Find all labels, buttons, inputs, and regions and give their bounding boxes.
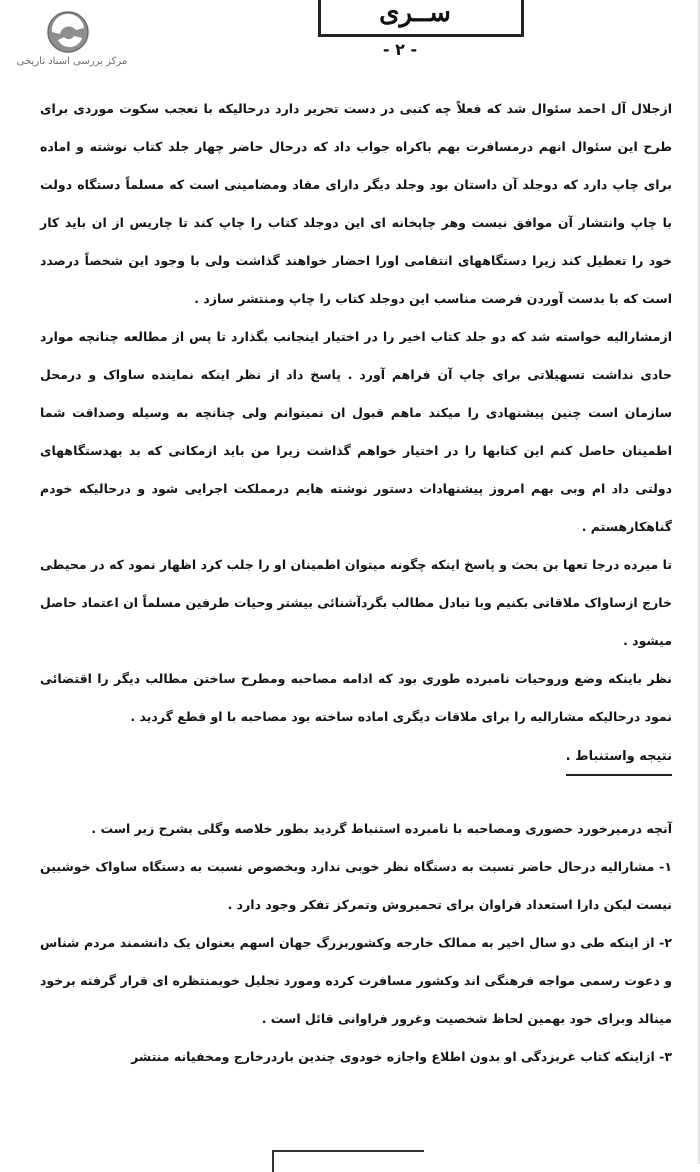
archive-logo-icon (38, 10, 98, 54)
classification-stamp: ســری (379, 0, 451, 28)
bottom-stamp-fragment (272, 1150, 424, 1172)
paragraph-4: نظر باینکه وضع وروحیات نامبرده طوری بود که ادامه مصاحبه ومطرح ساختن مطالب دیگر را اقتضائی نمود درحالیکه مشارالیه را برای ملاقات دیگری اماده ساخته بود مصاحبه با او قطع گردید . (40, 671, 672, 724)
page-number: - ۲ - (382, 40, 418, 59)
paragraph-3: تا میرده درجا تعها بن بحث و پاسخ اینکه چگونه میتوان اطمینان او را جلب کرد اظهار نمود که در محیطی خارج ازساواک ملاقاتی بکنیم وبا تبادل مطالب بگردآشنائی بیشتر وحیات طرفین مسلماً ان اعتماد حاصل میشود . (40, 557, 672, 648)
conclusion-heading-wrap (40, 738, 672, 810)
conclusion-item-1: ۱- مشارالیه درحال حاضر نسبت به دستگاه نظر خوبی ندارد وبخصوص نسبت به دستگاه ساواک خوشبین نیست لیکن دارا استعداد فراوان برای تحمیروش وتمرکز تفکر وجود دارد . (40, 859, 672, 912)
paragraph-1: ازجلال آل احمد سئوال شد که فعلاً چه کتبی در دست تحریر دارد درحالیکه با تعجب سکوت موردی برای طرح این سئوال انهم درمسافرت بهم باکراه جواب داد که درحال حاضر چهار جلد کتاب نوشته و اماده برای چاپ دارد که دوجلد آن داستان بود وجلد دیگر دارای مقاد ومضامینی است که مسلماً دستگاه دولت با چاپ وانتشار آن موافق نیست وهر چاپخانه ای این دوجلد کتاب را چاپ کند تا چاریس از ان باید کار خود را تعطیل کند زیرا دستگاههای انتقامی اورا احضار خواهند گذاشت ولی با وجود این شخصاً درصدد است که با بدست آوردن فرصت مناسب این دوجلد کتاب را چاپ ومنتشر سازد . (40, 101, 672, 306)
conclusion-item-3: ۳- ازاینکه کتاب غربزدگی او بدون اطلاع واجازه خودوی چندین باردرخارج ومخفیانه منتشر (131, 1049, 672, 1064)
document-body (40, 90, 672, 1076)
conclusion-heading: نتیجه واستنباط . (566, 742, 672, 776)
conclusion-intro: آنچه درمیرخورد حضوری ومصاحبه با نامبرده استنباط گردید بطور خلاصه وگلی بشرح زیر است . (91, 821, 672, 836)
archive-caption: مرکز بررسی اسناد تاریخی (16, 56, 128, 67)
archive-logo (38, 10, 98, 54)
paragraph-2: ازمشارالیه خواسته شد که دو جلد کتاب اخیر را در اختیار اینجانب بگذارد تا پس از مطالعه چنانچه موارد حادی نداشت تسهیلاتی برای چاپ آن فراهم آورد . پاسخ داد از نظر اینکه نماینده ساواک و درمحل سازمان است چنین پیشنهادی را میکند ماهم قبول ان نمیتوانم ولی چنانچه به وسیله وصداقت شما اطمینان حاصل کنم این کتابها را در اختیار خواهم گذاشت زیرا من باید ازمکانی که بد بهدستگاههای دولتی داد ام وبی بهم امروز پیشنهادات دستور نوشته هایم درمملکت اجرایی شود و درحالیکه خودم گناهکارهستم . (40, 329, 672, 534)
conclusion-item-2: ۲- از اینکه طی دو سال اخیر به ممالک خارجه وکشوربزرگ جهان اسهم بعنوان یک دانشمند مردم شناس و دعوت رسمی مواجه فرهنگی اند وکشور مسافرت کرده ومورد تجلیل خوبمنتظره ای قرار گرفته برخود مینالد وبرای خود بهمین لحاظ شخصیت وغرور فراوانی قائل است . (40, 935, 672, 1026)
